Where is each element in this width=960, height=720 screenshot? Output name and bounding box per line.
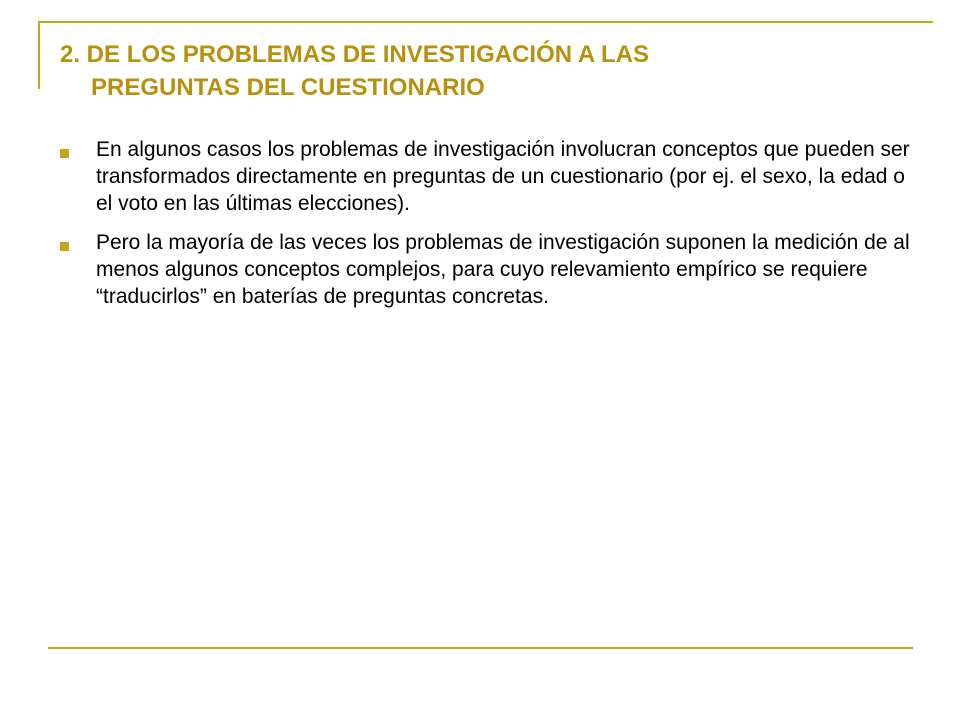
title-line-2: PREGUNTAS DEL CUESTIONARIO bbox=[91, 74, 485, 101]
bottom-rule bbox=[48, 647, 913, 649]
bullet-text-2: Pero la mayoría de las veces los problemas de investigación suponen la medición de al menos algunos conceptos complejos, para cuyo relevamiento empírico se requiere “traducirlos” en baterías de preguntas concretas. bbox=[96, 231, 910, 308]
bullet-item-2 bbox=[60, 229, 910, 310]
bullet-list bbox=[60, 136, 910, 322]
title-line-1: 2. DE LOS PROBLEMAS DE INVESTIGACIÓN A LAS bbox=[60, 41, 649, 68]
bullet-item-1 bbox=[60, 136, 910, 217]
slide-title bbox=[60, 38, 880, 104]
left-rule bbox=[38, 21, 40, 89]
top-rule bbox=[38, 21, 933, 23]
square-bullet-icon bbox=[60, 242, 69, 251]
bullet-text-1: En algunos casos los problemas de investigación involucran conceptos que pueden ser transformados directamente en preguntas de un cuestionario (por ej. el sexo, la edad o el voto en las últimas elecciones). bbox=[96, 138, 910, 215]
square-bullet-icon bbox=[60, 149, 69, 158]
